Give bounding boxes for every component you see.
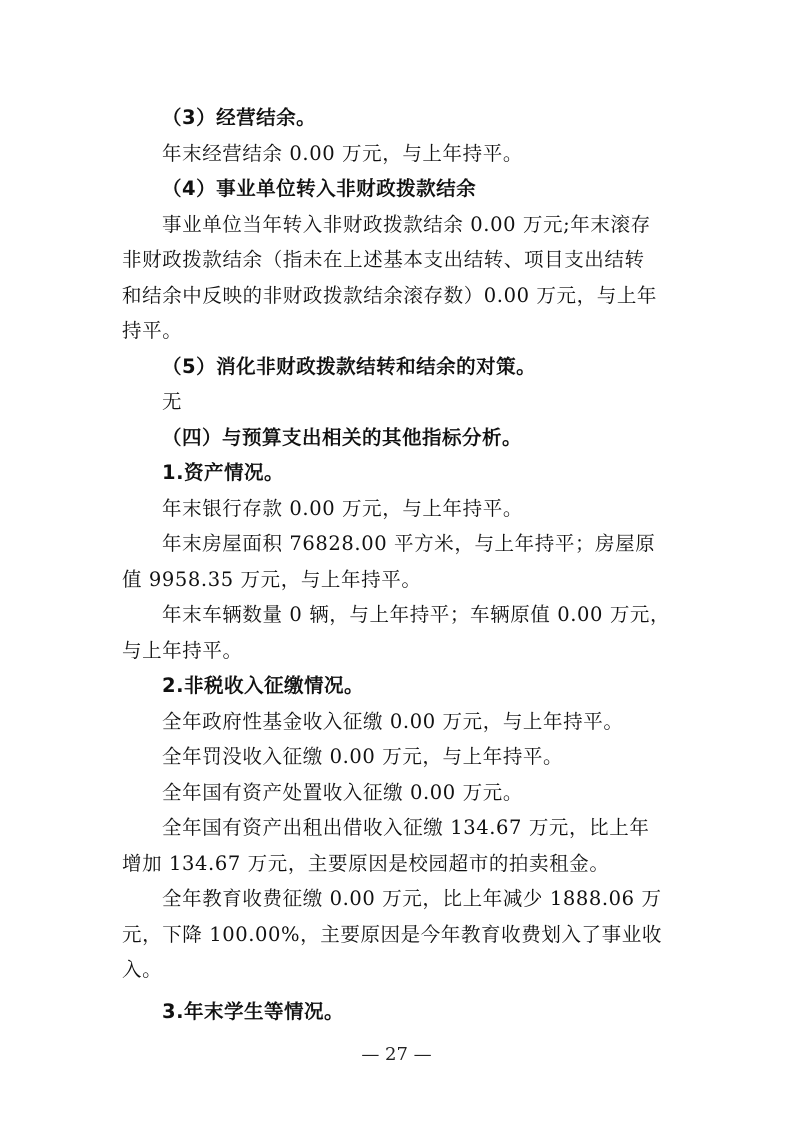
paragraph-education-fees-line-1: 全年教育收费征缴 0.00 万元，比上年减少 1888.06 万 bbox=[162, 887, 662, 910]
paragraph-non-fiscal-transfer-line-4: 持平。 bbox=[122, 319, 183, 342]
paragraph-house-area-line-1: 年末房屋面积 76828.00 平方米，与上年持平；房屋原 bbox=[162, 532, 656, 555]
section-heading-non-tax-revenue: 2.非税收入征缴情况。 bbox=[162, 674, 364, 697]
paragraph-vehicles-line-1: 年末车辆数量 0 辆，与上年持平；车辆原值 0.00 万元， bbox=[162, 603, 671, 626]
paragraph-education-fees-line-3: 入。 bbox=[122, 958, 163, 981]
paragraph-non-fiscal-transfer-line-2: 非财政拨款结余（指未在上述基本支出结转、项目支出结转 bbox=[122, 248, 645, 271]
paragraph-government-fund: 全年政府性基金收入征缴 0.00 万元，与上年持平。 bbox=[162, 709, 624, 733]
paragraph-countermeasures: 无 bbox=[162, 390, 183, 413]
section-heading-non-fiscal-transfer: （4）事业单位转入非财政拨款结余 bbox=[162, 177, 477, 200]
paragraph-vehicles-line-2: 与上年持平。 bbox=[122, 638, 243, 662]
paragraph-operating-surplus: 年末经营结余 0.00 万元，与上年持平。 bbox=[162, 141, 523, 165]
paragraph-non-fiscal-transfer-line-3: 和结余中反映的非财政拨款结余滚存数）0.00 万元，与上年 bbox=[122, 283, 658, 307]
section-heading-other-indicators: （四）与预算支出相关的其他指标分析。 bbox=[162, 425, 523, 449]
section-heading-operating-surplus: （3）经营结余。 bbox=[162, 106, 317, 129]
section-heading-countermeasures: （5）消化非财政拨款结转和结余的对策。 bbox=[162, 354, 537, 378]
section-heading-students: 3.年末学生等情况。 bbox=[162, 999, 344, 1023]
page-number: — 27 — bbox=[361, 1044, 432, 1065]
section-heading-assets: 1.资产情况。 bbox=[162, 461, 284, 484]
paragraph-non-fiscal-transfer-line-1: 事业单位当年转入非财政拨款结余 0.00 万元;年末滚存 bbox=[162, 212, 651, 236]
paragraph-house-area-line-2: 值 9958.35 万元，与上年持平。 bbox=[122, 567, 422, 591]
paragraph-asset-disposal: 全年国有资产处置收入征缴 0.00 万元。 bbox=[162, 780, 523, 804]
paragraph-fines: 全年罚没收入征缴 0.00 万元，与上年持平。 bbox=[162, 745, 564, 768]
paragraph-asset-rental-line-2: 增加 134.67 万元，主要原因是校园超市的拍卖租金。 bbox=[122, 851, 610, 875]
page-content bbox=[122, 100, 672, 1029]
paragraph-bank-deposits: 年末银行存款 0.00 万元，与上年持平。 bbox=[162, 496, 523, 520]
paragraph-education-fees-line-2: 元，下降 100.00%，主要原因是今年教育收费划入了事业收 bbox=[122, 922, 662, 946]
paragraph-asset-rental-line-1: 全年国有资产出租出借收入征缴 134.67 万元，比上年 bbox=[162, 816, 650, 839]
